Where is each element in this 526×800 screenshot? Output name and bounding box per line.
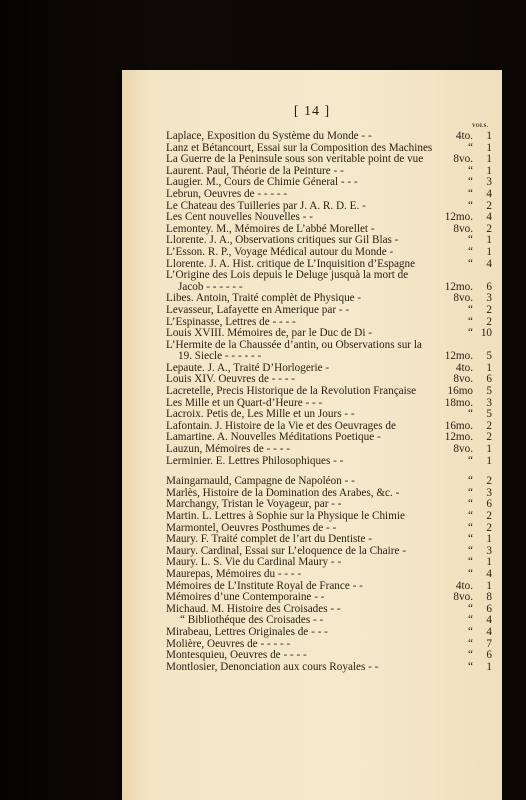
entry-title: Molière, Oeuvres de - - - - - (166, 638, 291, 650)
catalogue-entry (166, 615, 492, 627)
catalogue-entry (166, 488, 492, 500)
catalogue-entry (166, 534, 492, 546)
entry-title: Mémoires de L’Institute Royal de France - - (166, 580, 363, 592)
entry-title: Mirabeau, Lettres Originales de - - - (166, 626, 328, 638)
entry-format: “ (468, 486, 473, 499)
catalogue-entry (166, 317, 492, 329)
entry-volumes: 2 (486, 303, 492, 316)
entry-title: Mémoires d’une Contemporaine - - (166, 592, 325, 604)
catalogue-entry (166, 650, 492, 662)
entry-volumes: 5 (486, 350, 492, 363)
entry-format: 18mo. (444, 396, 473, 409)
entry-title: Les Cent nouvelles Nouvelles - - (166, 212, 313, 224)
entry-format: 8vo. (453, 222, 473, 235)
entry-format: 12mo. (444, 350, 473, 363)
entry-format: “ (468, 327, 473, 340)
entry-volumes: 8 (486, 591, 492, 604)
entry-format: 12mo. (444, 280, 473, 293)
catalogue-entry (166, 639, 492, 651)
section-l-entries (166, 131, 492, 467)
catalogue-entry (166, 546, 492, 558)
entry-title: L’Hermite de la Chaussée d’antin, ou Observations sur la (166, 339, 422, 351)
entry-volumes: 2 (486, 199, 492, 212)
entry-volumes: 6 (486, 602, 492, 615)
entry-format: 12mo. (444, 431, 473, 444)
entry-title: Llorente. J. A. Hist. critique de L’Inquisition d’Espagne (166, 258, 416, 270)
entry-format: 8vo. (453, 443, 473, 456)
catalogue-entry (166, 476, 492, 488)
entry-format: 4to. (455, 130, 473, 142)
entry-volumes: 4 (486, 567, 492, 580)
entry-format: “ (468, 602, 473, 615)
entry-volumes: 1 (486, 164, 492, 177)
catalogue-entry (166, 374, 492, 386)
entry-title: Laurent. Paul, Théorie de la Peinture - - (166, 165, 344, 177)
entry-title: Llorente. J. A., Observations critiques sur Gil Blas - (166, 235, 399, 247)
catalogue-entry (166, 212, 492, 224)
catalogue-entry (166, 662, 492, 674)
catalogue-entry (166, 305, 492, 317)
entry-volumes: 6 (486, 373, 492, 386)
entry-title: Lacroix. Petis de, Les Mille et un Jours - - (166, 409, 355, 421)
entry-title: Maingarnauld, Campagne de Napoléon - - (166, 476, 355, 488)
catalogue-entry (166, 499, 492, 511)
catalogue-entry (166, 189, 492, 201)
entry-title: L’Esson. R. P., Voyage Médical autour du Monde - (166, 246, 394, 258)
entry-volumes: 1 (486, 443, 492, 456)
entry-format: “ (468, 510, 473, 522)
entry-volumes: 1 (486, 141, 492, 154)
entry-format: “ (468, 164, 473, 177)
entry-title: Laplace, Exposition du Système du Monde - - (166, 131, 372, 142)
catalogue-entry (166, 340, 492, 352)
entry-volumes: 3 (486, 396, 492, 409)
entry-format: “ (468, 649, 473, 662)
entry-format: “ (468, 408, 473, 421)
entry-title: Martin. L. Lettres à Sophie sur la Physique le Chimie (166, 511, 405, 522)
entry-format: “ (468, 141, 473, 154)
entry-volumes: 2 (486, 222, 492, 235)
catalogue-entry (166, 581, 492, 593)
entry-title: Louis XVIII. Mémoires de, par le Duc de Di - (166, 328, 372, 340)
entry-title: Lemontey. M., Mémoires de L’abbé Morellet - (166, 223, 375, 235)
catalogue-entry (166, 247, 492, 259)
entry-format: “ (468, 625, 473, 638)
entry-title: Maury. Cardinal, Essai sur L’eloquence de la Chaire - (166, 545, 406, 557)
entry-volumes: 3 (486, 544, 492, 557)
entry-format: “ (468, 556, 473, 569)
entry-volumes: 4 (486, 211, 492, 224)
catalogue-entry (166, 432, 492, 444)
catalogue-entry (166, 523, 492, 535)
entry-format: “ (468, 234, 473, 247)
entry-format: 4to. (455, 361, 473, 374)
catalogue-entry (166, 409, 492, 421)
entry-title: Lanz et Bétancourt, Essai sur la Composition des Machines (166, 142, 433, 154)
catalogue-entry (166, 386, 492, 398)
entry-title: L’Espinasse, Lettres de - - - - (166, 316, 296, 328)
entry-format: “ (468, 544, 473, 557)
entry-title: Montlosier, Denonciation aux cours Royales - - (166, 661, 379, 673)
entry-title: Jacob - - - - - - (178, 281, 243, 293)
entry-title: La Guerre de la Peninsule sous son veritable point de vue (166, 154, 424, 166)
entry-title: Laugier. M., Cours de Chimie Géneral - - - (166, 177, 358, 189)
entry-format: “ (468, 637, 473, 650)
entry-title: Maury. F. Traité complet de l’art du Dentiste - (166, 534, 372, 546)
entry-format: “ (468, 533, 473, 546)
catalogue-entry (166, 456, 492, 468)
entry-volumes: 2 (486, 475, 492, 488)
entry-title: Lebrun, Oeuvres de - - - - - (166, 188, 288, 200)
entry-title: Les Mille et un Quart-d’Heure - - - (166, 397, 323, 409)
catalogue-entry (166, 293, 492, 305)
entry-title: Marchangy, Tristan le Voyageur, par - - (166, 499, 342, 511)
entry-title: Louis XIV. Oeuvres de - - - - (166, 374, 296, 386)
entry-volumes: 1 (486, 579, 492, 592)
entry-volumes: 6 (486, 649, 492, 662)
catalogue-entry (166, 235, 492, 247)
entry-format: 8vo. (453, 153, 473, 166)
entry-volumes: 5 (486, 385, 492, 398)
catalogue-entry (166, 154, 492, 166)
entry-format: “ (468, 257, 473, 270)
entry-title: Marlès, Histoire de la Domination des Arabes, &c. - (166, 487, 400, 499)
entry-volumes: 1 (486, 153, 492, 166)
entry-volumes: 7 (486, 637, 492, 650)
entry-volumes: 2 (486, 521, 492, 534)
catalogue-entry (166, 592, 492, 604)
entry-title: L’Origine des Lois depuis le Deluge jusquà la mort de (166, 270, 409, 282)
entry-format: “ (468, 176, 473, 189)
catalogue-entry (166, 604, 492, 616)
entry-volumes: 2 (486, 315, 492, 328)
catalogue-entry (166, 131, 492, 143)
entry-volumes: 3 (486, 486, 492, 499)
entry-volumes: 2 (486, 419, 492, 432)
entry-format: “ (468, 614, 473, 627)
entry-volumes: 1 (486, 454, 492, 467)
entry-title: Marmontel, Oeuvres Posthumes de - - (166, 522, 337, 534)
book-page (122, 70, 502, 800)
catalogue-entry (166, 166, 492, 178)
entry-volumes: 1 (486, 234, 492, 247)
entry-volumes: 1 (486, 660, 492, 673)
entry-format: 16mo. (444, 419, 473, 432)
entry-format: 12mo. (444, 211, 473, 224)
entry-volumes: 2 (486, 510, 492, 522)
entry-title: “ Bibliothéque des Croisades - - (180, 615, 324, 627)
entry-title: Lauzun, Mémoires de - - - - (166, 444, 290, 456)
entry-format: “ (468, 475, 473, 488)
catalogue-entry (166, 398, 492, 410)
catalogue-entry (166, 201, 492, 213)
catalogue-entry (166, 282, 492, 294)
entry-title: Lerminier. E. Lettres Philosophiques - - (166, 455, 344, 467)
catalogue-entry (166, 569, 492, 581)
catalogue-entry (166, 444, 492, 456)
entry-volumes: 2 (486, 431, 492, 444)
catalogue-entry (166, 177, 492, 189)
entry-title: Lacretelle, Precis Historique de la Revolution Française (166, 386, 417, 398)
entry-volumes: 4 (486, 614, 492, 627)
entry-title: Levasseur, Lafayette en Amerique par - - (166, 304, 350, 316)
entry-title: Montesquieu, Oeuvres de - - - - (166, 650, 307, 662)
entry-format: “ (468, 303, 473, 316)
entry-volumes: 4 (486, 187, 492, 200)
catalogue-entry (166, 328, 492, 340)
entry-title: Maury. L. S. Vie du Cardinal Maury - - (166, 557, 342, 569)
vols-column-header: VOLS. (472, 124, 489, 129)
page-number: [ 14 ] (293, 104, 331, 119)
entry-volumes: 1 (486, 361, 492, 374)
entry-format: “ (468, 498, 473, 511)
entry-format: “ (468, 567, 473, 580)
entry-format: 8vo. (453, 373, 473, 386)
catalogue-entry (166, 270, 492, 282)
entry-title: Libes. Antoin, Traité complèt de Physique - (166, 293, 362, 305)
entry-format: “ (468, 187, 473, 200)
section-gap (166, 467, 492, 476)
catalogue-entry (166, 351, 492, 363)
entry-volumes: 1 (486, 533, 492, 546)
entry-format: “ (468, 660, 473, 673)
entry-format: “ (468, 521, 473, 534)
catalogue-entry (166, 421, 492, 433)
catalogue-list (166, 131, 492, 673)
entry-format: 4to. (455, 579, 473, 592)
entry-format: 16mo (447, 385, 473, 398)
catalogue-entry (166, 627, 492, 639)
entry-volumes: 6 (486, 280, 492, 293)
entry-title: Lamartine. A. Nouvelles Méditations Poetique - (166, 432, 381, 444)
entry-title: 19. Siecle - - - - - - (178, 351, 262, 363)
entry-title: Lafontain. J. Histoire de la Vie et des Oeuvrages de (166, 420, 396, 432)
entry-volumes: 10 (480, 327, 492, 340)
entry-title: Maurepas, Mémoires du - - - - (166, 568, 302, 580)
entry-volumes: 4 (486, 257, 492, 270)
catalogue-entry (166, 143, 492, 155)
catalogue-entry (166, 259, 492, 271)
entry-format: “ (468, 199, 473, 212)
entry-title: Michaud. M. Histoire des Croisades - - (166, 603, 341, 615)
entry-volumes: 1 (486, 245, 492, 258)
entry-format: “ (468, 454, 473, 467)
entry-volumes: 5 (486, 408, 492, 421)
entry-volumes: 3 (486, 292, 492, 305)
entry-volumes: 1 (486, 130, 492, 142)
entry-format: 8vo. (453, 292, 473, 305)
entry-volumes: 3 (486, 176, 492, 189)
entry-title: Lepaute. J. A., Traité D’Horlogerie - (166, 362, 330, 374)
entry-title: Le Chateau des Tuilleries par J. A. R. D. E. - (166, 200, 366, 212)
entry-format: “ (468, 315, 473, 328)
catalogue-entry (166, 224, 492, 236)
catalogue-entry (166, 557, 492, 569)
catalogue-entry (166, 511, 492, 523)
entry-volumes: 4 (486, 625, 492, 638)
entry-format: 8vo. (453, 591, 473, 604)
entry-format: “ (468, 245, 473, 258)
catalogue-entry (166, 363, 492, 375)
entry-volumes: 6 (486, 498, 492, 511)
section-m-entries (166, 476, 492, 673)
entry-volumes: 1 (486, 556, 492, 569)
